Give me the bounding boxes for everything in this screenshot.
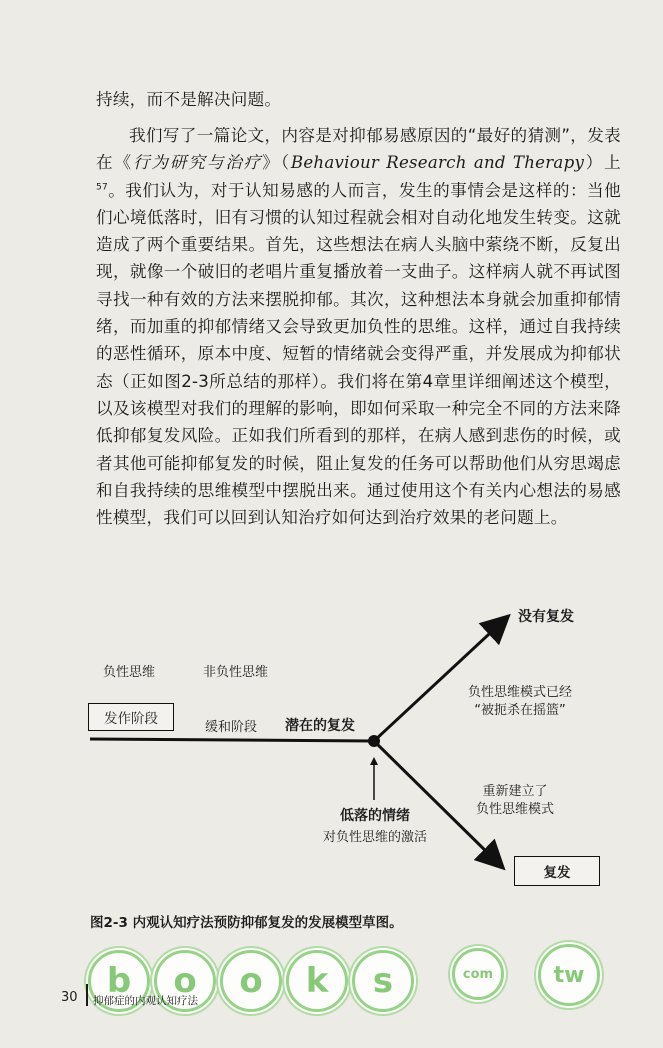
- watermark-letter-o2: o: [220, 950, 282, 1012]
- para2-text-a: 我们写了一篇论文，内容是对抑郁易感原因的“最好的猜测”，发表在《: [96, 126, 621, 173]
- watermark-letter-o1: o: [154, 950, 216, 1012]
- label-remission: 缓和阶段: [205, 720, 258, 735]
- label-reestablished-line-1: 重新建立了: [482, 784, 548, 799]
- watermark-letter-k: k: [286, 950, 348, 1012]
- para2-text-b: 》（: [262, 153, 291, 173]
- watermark-tw: tw: [538, 944, 600, 1006]
- relapse-box: [514, 856, 600, 886]
- para2-text-d: 。我们认为，对于认知易感的人而言，发生的事情会是这样的：当他们心境低落时，旧有习惯的认知过程就会相对自动化地发生转变。这就造成了两个重要结果。首先，这些想法在病人头脑中萦绕不断，反复出现，就像一个破旧的老唱片重复播放着一支曲子。这样病人就不再试图寻找一种有效的方法来摆脱抑郁。其次，这种想法本身就会加重抑郁情绪，而加重的抑郁情绪又会导致更加负性的思维。这样，通过自我持续的恶性循环，原本中度、短暂的情绪就会变得严重，并发展成为抑郁状态（正如图2-3所总结的那样）。我们将在第4章里详细阐述这个模型，以及该模型对我们的理解的影响，即如何采取一种完全不同的方法来降低抑郁复发风险。正如我们所看到的那样，在病人感到悲伤的时候，或者其他可能抑郁复发的时候，阻止复发的任务可以帮助他们从穷思竭虑和自我持续的思维模型中摆脱出来。通过使用这个有关内心想法的易感性模型，我们可以回到认知治疗如何达到治疗效果的老问题上。: [96, 180, 621, 528]
- journal-title-en: Behaviour Research and Therapy: [290, 153, 585, 173]
- watermark-letter-s: s: [352, 950, 414, 1012]
- label-latent-relapse: 潜在的复发: [285, 718, 355, 734]
- label-negative-thinking: 负性思维: [103, 665, 156, 680]
- journal-title-cn: 行为研究与治疗: [132, 153, 263, 173]
- footnote-reference: 57: [96, 182, 108, 193]
- label-activation: 对负性思维的激活: [322, 830, 427, 845]
- watermark-letter-b: b: [88, 950, 150, 1012]
- footer-divider: [86, 984, 88, 1006]
- label-low-mood: 低落的情绪: [340, 808, 410, 824]
- episode-stage-label: 发作阶段: [104, 711, 158, 727]
- para2-text-c: ）上: [584, 153, 622, 173]
- figure-caption: 图2-3 内观认知疗法预防抑郁复发的发展模型草图。: [90, 915, 403, 931]
- label-nipped-line-1: 负性思维模式已经: [467, 685, 572, 700]
- label-reestablished-line-2: 负性思维模式: [475, 802, 554, 817]
- page-number: 30: [61, 990, 78, 1005]
- running-title: 抑郁症的内观认知疗法: [93, 995, 198, 1007]
- episode-stage-box: [88, 703, 174, 731]
- label-no-relapse: 没有复发: [518, 609, 574, 625]
- body-paragraph-1: 持续，而不是解决问题。: [96, 90, 282, 109]
- watermark-com: com: [452, 948, 504, 1000]
- label-non-negative-thinking: 非负性思维: [203, 665, 269, 680]
- relapse-label: 复发: [543, 865, 571, 881]
- timeline-line: [90, 739, 374, 741]
- label-nipped-line-2: “被扼杀在摇篮”: [474, 703, 566, 718]
